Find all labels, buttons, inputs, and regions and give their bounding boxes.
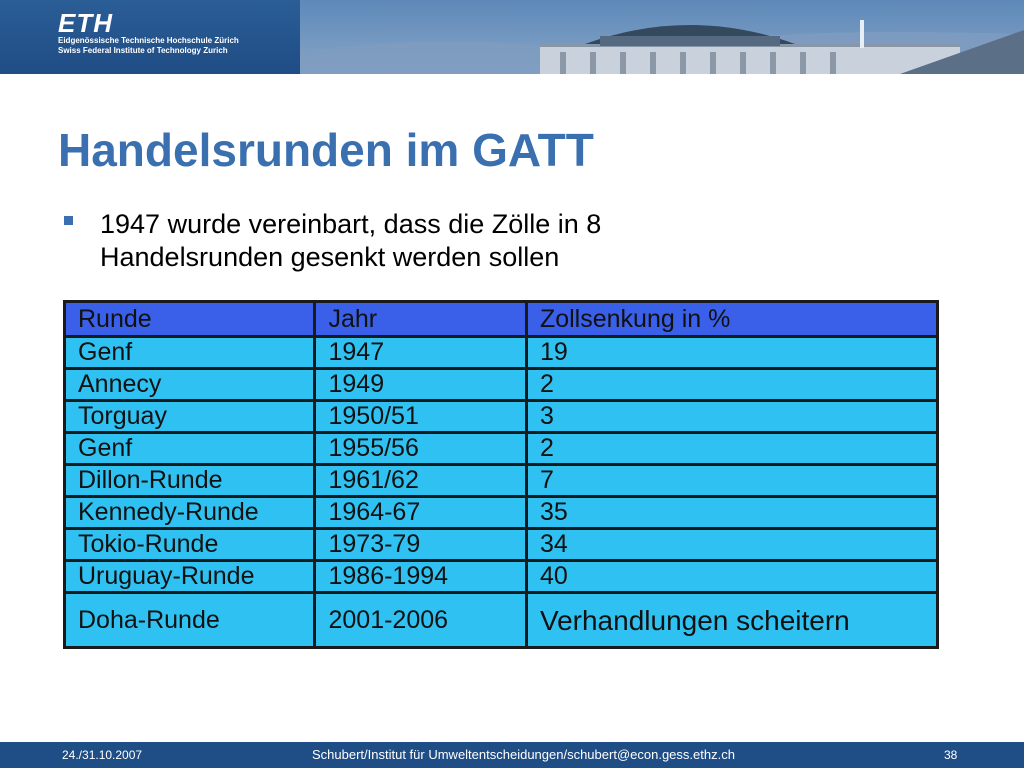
cell-jahr: 1947 bbox=[315, 337, 526, 369]
cell-runde: Genf bbox=[65, 433, 315, 465]
cell-zollsenkung: 34 bbox=[526, 529, 937, 561]
table-row bbox=[65, 497, 938, 529]
cell-zollsenkung: 40 bbox=[526, 561, 937, 593]
header-banner bbox=[0, 0, 1024, 74]
cell-zollsenkung: 7 bbox=[526, 465, 937, 497]
page-number: 38 bbox=[944, 748, 958, 762]
table-row bbox=[65, 337, 938, 369]
cell-zollsenkung: 35 bbox=[526, 497, 937, 529]
cell-jahr: 1955/56 bbox=[315, 433, 526, 465]
cell-runde: Uruguay-Runde bbox=[65, 561, 315, 593]
cell-runde: Tokio-Runde bbox=[65, 529, 315, 561]
table-row bbox=[65, 369, 938, 401]
cell-zollsenkung: 3 bbox=[526, 401, 937, 433]
column-header-runde: Runde bbox=[65, 302, 315, 337]
square-bullet-icon bbox=[64, 216, 73, 225]
table-header-row bbox=[65, 302, 938, 337]
logo-line-german: Eidgenössische Technische Hochschule Zürich bbox=[58, 36, 239, 45]
cell-jahr: 1964-67 bbox=[315, 497, 526, 529]
table-row bbox=[65, 401, 938, 433]
cell-runde: Doha-Runde bbox=[65, 593, 315, 648]
cell-jahr: 1950/51 bbox=[315, 401, 526, 433]
table-row bbox=[65, 433, 938, 465]
footer-credit: Schubert/Institut für Umweltentscheidungen/schubert@econ.gess.ethz.ch bbox=[312, 747, 735, 762]
slide-title: Handelsrunden im GATT bbox=[58, 124, 594, 176]
cell-jahr: 1949 bbox=[315, 369, 526, 401]
cell-zollsenkung: Verhandlungen scheitern bbox=[526, 593, 937, 648]
cell-runde: Kennedy-Runde bbox=[65, 497, 315, 529]
bullet-text: 1947 wurde vereinbart, dass die Zölle in 8 Handelsrunden gesenkt werden sollen bbox=[100, 209, 602, 272]
cell-runde: Dillon-Runde bbox=[65, 465, 315, 497]
table-row bbox=[65, 561, 938, 593]
table-row bbox=[65, 593, 938, 648]
cell-zollsenkung: 19 bbox=[526, 337, 937, 369]
logo-mark: ETH bbox=[58, 8, 113, 38]
eth-logo bbox=[58, 10, 239, 56]
cell-runde: Annecy bbox=[65, 369, 315, 401]
cell-zollsenkung: 2 bbox=[526, 433, 937, 465]
footer-bar bbox=[0, 742, 1024, 768]
column-header-zollsenkung: Zollsenkung in % bbox=[526, 302, 937, 337]
cell-jahr: 1986-1994 bbox=[315, 561, 526, 593]
cell-jahr: 1973-79 bbox=[315, 529, 526, 561]
table-row bbox=[65, 465, 938, 497]
cell-jahr: 1961/62 bbox=[315, 465, 526, 497]
footer-date: 24./31.10.2007 bbox=[62, 748, 143, 762]
logo-line-english: Swiss Federal Institute of Technology Zurich bbox=[58, 46, 228, 55]
cell-runde: Torguay bbox=[65, 401, 315, 433]
cell-runde: Genf bbox=[65, 337, 315, 369]
cell-zollsenkung: 2 bbox=[526, 369, 937, 401]
table-row bbox=[65, 529, 938, 561]
column-header-jahr: Jahr bbox=[315, 302, 526, 337]
gatt-rounds-table bbox=[63, 300, 939, 649]
cell-jahr: 2001-2006 bbox=[315, 593, 526, 648]
